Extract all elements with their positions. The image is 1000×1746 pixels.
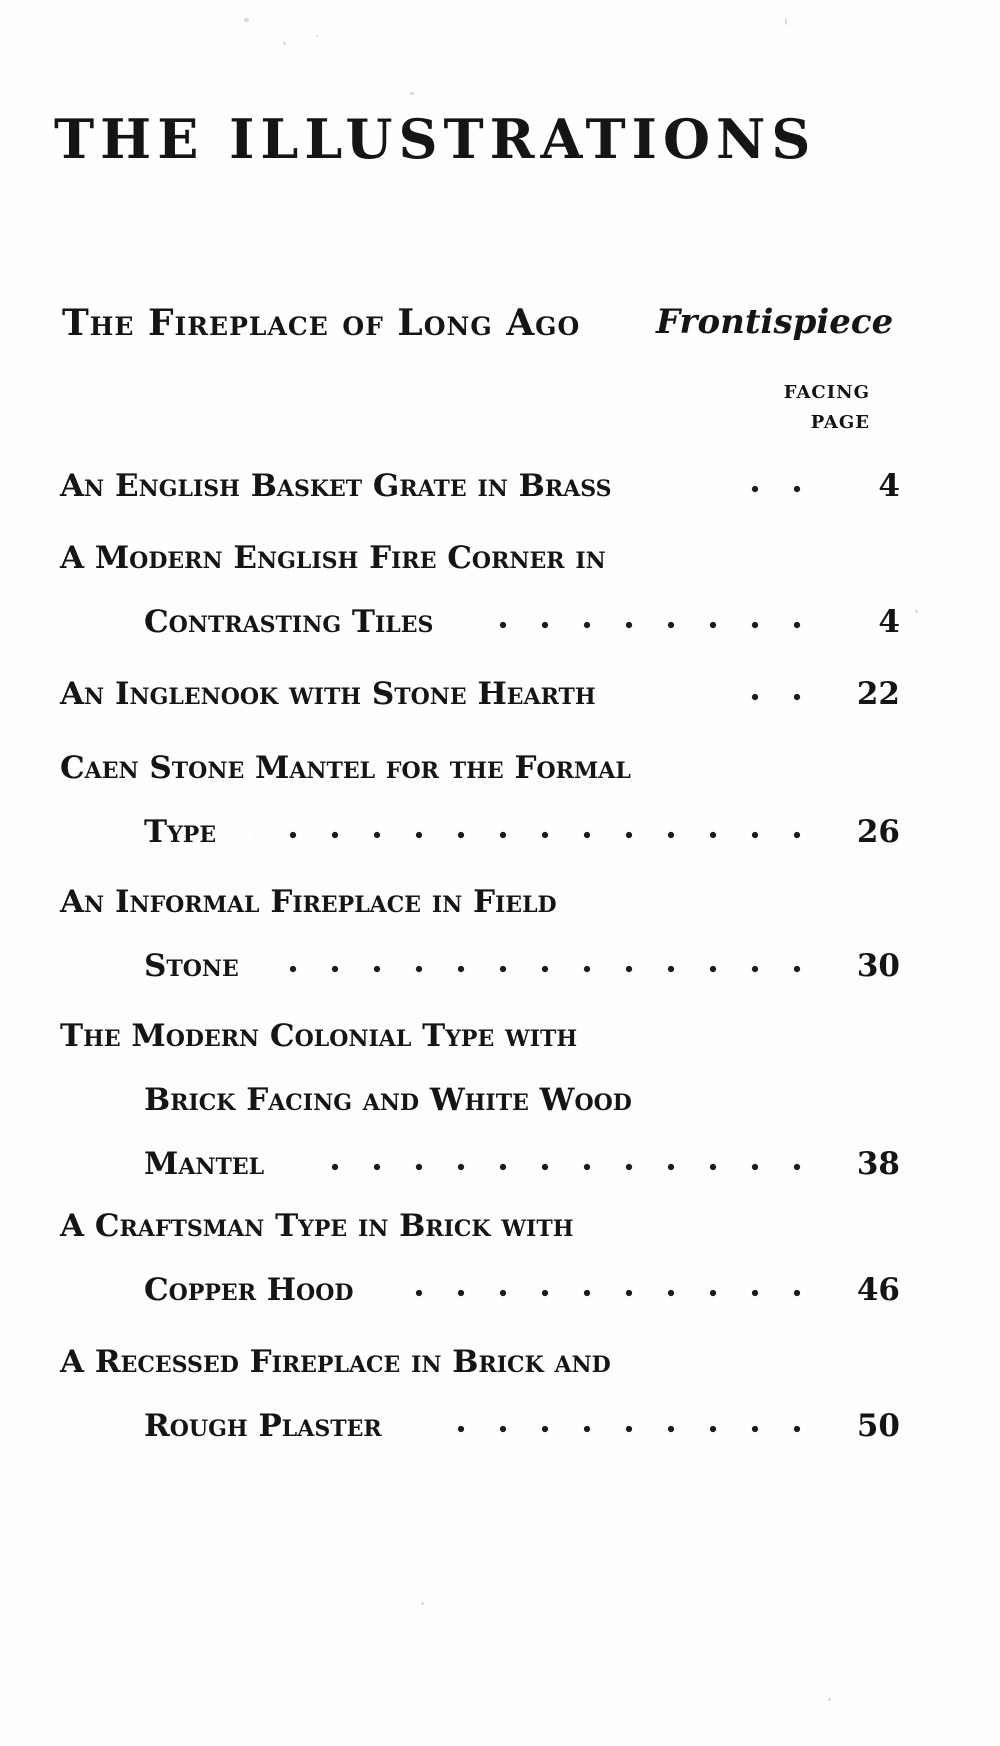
- entry-line: [144, 590, 900, 654]
- paper-speck: [421, 1602, 424, 1605]
- entry-line: [144, 800, 900, 864]
- entry-title-line: Stone: [144, 948, 247, 984]
- entry-title-line: Caen Stone Mantel for the Formal: [60, 750, 639, 786]
- entry-line: [60, 454, 900, 518]
- entry-line: [60, 662, 900, 726]
- entry-title-line: An Inglenook with Stone Hearth: [60, 676, 604, 712]
- dot-leader: [412, 1289, 818, 1297]
- dot-leader: [434, 1425, 818, 1433]
- paper-speck: [283, 42, 286, 45]
- illustration-entry: [60, 526, 900, 654]
- illustration-entry: [60, 870, 900, 998]
- entry-line: [60, 736, 900, 800]
- frontispiece-title: The Fireplace of Long Ago: [62, 302, 581, 344]
- entry-line: [144, 1068, 900, 1132]
- entry-line: [144, 1394, 900, 1458]
- entry-title-line: Type: [144, 814, 224, 850]
- entry-title-line: Mantel: [144, 1146, 272, 1182]
- dot-leader: [278, 965, 818, 973]
- entry-line: [60, 1194, 900, 1258]
- page-number: 22: [856, 676, 900, 712]
- page-number: 4: [878, 468, 900, 504]
- page-number: 46: [856, 1272, 900, 1308]
- paper-speck: [244, 18, 249, 22]
- entry-title-line: Brick Facing and White Wood: [144, 1082, 640, 1118]
- page-title: THE ILLUSTRATIONS: [54, 107, 817, 171]
- entry-line: [60, 1004, 900, 1068]
- paper-speck: [785, 18, 787, 25]
- illustration-entry: [60, 736, 900, 864]
- entry-title-line: The Modern Colonial Type with: [60, 1018, 585, 1054]
- facing-page-heading: FACING PAGE: [783, 382, 870, 433]
- paper-speck: [316, 35, 318, 37]
- dot-leader: [750, 485, 818, 493]
- page-number: 50: [856, 1408, 900, 1444]
- page-number: 38: [856, 1146, 900, 1182]
- entry-line: [144, 1258, 900, 1322]
- entry-title-line: Rough Plaster: [144, 1408, 390, 1444]
- illustration-entry: [60, 1194, 900, 1322]
- page-number: 30: [856, 948, 900, 984]
- illustration-entry: [60, 454, 900, 518]
- entry-line: [60, 870, 900, 934]
- dot-leader: [736, 693, 818, 701]
- entry-line: [144, 1132, 900, 1196]
- entry-title-line: A Recessed Fireplace in Brick and: [60, 1344, 619, 1380]
- entry-line: [60, 1330, 900, 1394]
- entry-line: [60, 526, 900, 590]
- entry-title-line: A Modern English Fire Corner in: [60, 540, 614, 576]
- illustration-entry: [60, 662, 900, 726]
- entry-title-line: An Informal Fireplace in Field: [60, 884, 565, 920]
- entry-title-line: A Craftsman Type in Brick with: [60, 1208, 582, 1244]
- entry-title-line: Contrasting Tiles: [144, 604, 441, 640]
- frontispiece-label: Frontispiece: [656, 302, 894, 342]
- entry-title-line: Copper Hood: [144, 1272, 361, 1308]
- entry-line: [144, 934, 900, 998]
- illustration-entry: [60, 1004, 900, 1196]
- paper-speck: [410, 92, 414, 95]
- frontispiece-entry: [62, 302, 902, 352]
- paper-speck: [828, 1698, 831, 1701]
- dot-leader: [314, 1163, 818, 1171]
- entry-title-line: An English Basket Grate in Brass: [60, 468, 620, 504]
- dot-leader: [496, 621, 818, 629]
- page-number: 26: [856, 814, 900, 850]
- paper-speck: [915, 610, 918, 613]
- dot-leader: [254, 831, 818, 839]
- illustration-entry: [60, 1330, 900, 1458]
- page-number: 4: [878, 604, 900, 640]
